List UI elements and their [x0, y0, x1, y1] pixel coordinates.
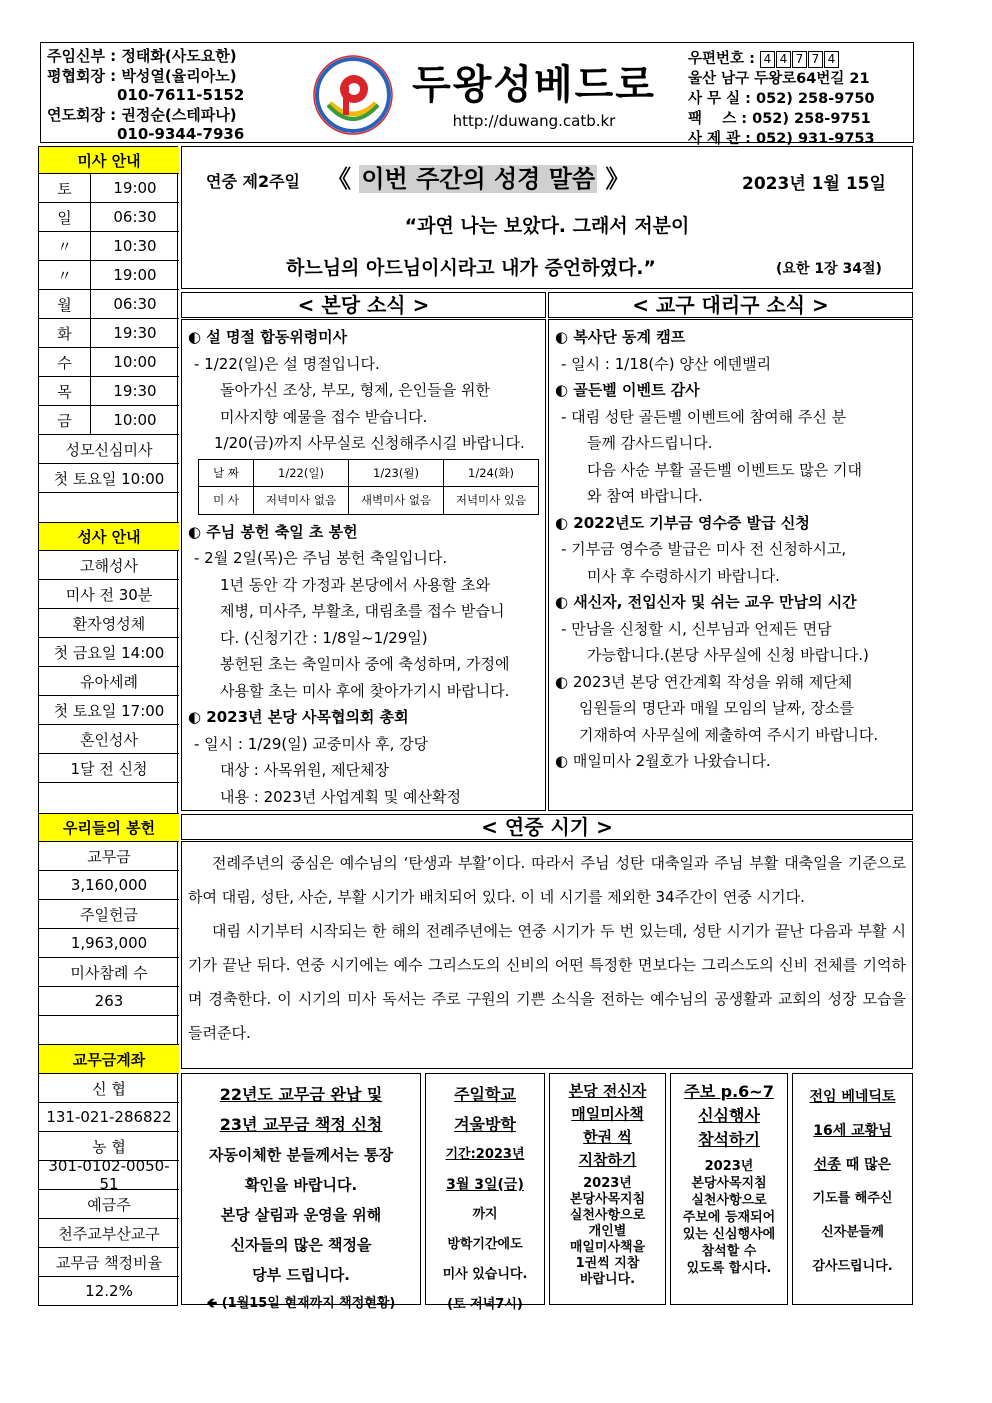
offering-row: 1,963,000 — [39, 929, 179, 958]
parish-news-body: ◐ 설 명절 합동위령미사 - 1/22(일)은 설 명절입니다. 돌아가신 조상, 부모, 형제, 은인들을 위한 미사지향 예물을 접수 받습니다. 1/20(금)까지 사무실로 신청해주시길 바랍니다. 날 짜 1/22(일) 1/23(월) 1/24(화) 미 사 저녁미사 없음 새벽미사 없음 저녁미사 있음 ◐ 주님 봉헌 축일 초 봉헌 - 2월 2일(목)은 주님 봉헌 축일입니다. 1년 동안 각 가정과 본당에서 사용할 초와 제병, 미사주, 부활초, 대림초를 접수 받습니 다. (신청기간 : 1/8일~1/29일) 봉헌된 초는 축일미사 중에 축성하며, 가정에 사용할 초는 미사 후에 찾아가기시 바랍니다. ◐ 2023년 본당 사목협의회 총회 - 일시 : 1/29(일) 교중미사 후, 강당 대상 : 사목위원, 제단체장 내용 : 2023년 사업계획 및 예산확정 — [181, 319, 546, 811]
mass-row: 목 19:30 — [39, 377, 179, 406]
council-phone: 010-7611-5152 — [117, 86, 245, 104]
scripture-quote-line2: 하느님의 아드님이시라고 내가 증언하였다.” — [286, 257, 656, 279]
news-item-title: ◐ 새신자, 전입신자 및 쉬는 교우 만남의 시간 — [555, 593, 857, 611]
rectory-phone: 사 제 관 : 052) 931-9753 — [688, 131, 875, 147]
account-row: 301-0102-0050-51 — [39, 1161, 179, 1190]
sacrament-head: 성사 안내 — [39, 523, 179, 551]
mass-row: 토 19:00 — [39, 174, 179, 203]
fax-number: 팩 스 : 052) 258-9751 — [688, 111, 871, 127]
sacrament-row: 1달 전 신청 — [39, 754, 179, 783]
council-line: 평협회장 : 박성열(율리아노) — [47, 66, 237, 85]
mass-row: 금 10:00 — [39, 406, 179, 435]
marian-mass-label: 성모신심미사 — [39, 435, 179, 464]
sunday-school-notice: 주일학교 겨울방학 기간:2023년 3월 3일(금) 까지 방학기간에도 미사 있습니다. (토 저녁7시) — [425, 1073, 545, 1305]
newsletter-title — [398, 42, 670, 143]
spacer-row — [39, 783, 179, 814]
district-phone: 010-9344-7936 — [117, 125, 245, 143]
account-row: 12.2% — [85, 1282, 133, 1300]
zip-digit: 7 — [792, 51, 807, 68]
tithe-notice: 22년도 교무금 완납 및 23년 교무금 책정 신청 자동이체한 분들께서는 통장 확인을 바랍니다. 본당 살림과 운영을 위해 신자들의 많은 책정을 당부 드립니다. 🡸 (1월15일 현재까지 책정현황) — [181, 1073, 421, 1305]
parish-url[interactable]: http://duwang.catb.kr — [452, 112, 616, 130]
account-row: 신 협 — [39, 1074, 179, 1103]
parish-name: 두왕성베드로 — [412, 62, 656, 108]
devotion-notice: 주보 p.6~7 신심행사 참석하기 2023년 본당사목지침 실천사항으로 주보에 등재되어 있는 신심행사에 참석할 수 있도록 합시다. — [670, 1073, 788, 1305]
mass-row: 〃 19:00 — [39, 261, 179, 290]
scripture-title: 《 이번 주간의 성경 말씀 》 — [327, 165, 630, 193]
pope-notice: 전임 베네딕토 16세 교황님 선종 때 많은 기도를 해주신 신자분들께 감사드립니다. — [792, 1073, 913, 1305]
mass-row: 월 06:30 — [39, 290, 179, 319]
diocese-news-body: ◐ 복사단 동계 캠프 - 일시 : 1/18(수) 양산 에덴밸리 ◐ 골든벨 이벤트 감사 - 대림 성탄 골든벨 이벤트에 참여해 주신 분 들께 감사드립니다. 다음 사순 부활 골든벨 이벤트도 많은 기대 와 참여 바랍니다. ◐ 2022년도 기부금 영수증 발급 신청 - 기부금 영수증 발급은 미사 전 신청하시고, 미사 후 수령하시기 바랍니다. ◐ 새신자, 전입신자 및 쉬는 교우 만남의 시간 - 만남을 신청할 시, 신부님과 언제든 면담 가능합니다.(본당 사무실에 신청 바랍니다.) ◐ 2023년 본당 연간계획 작성을 위해 제단체 임원들의 명단과 매월 모임의 날짜, 장소를 기재하여 사무실에 제출하여 주시기 바랍니다. ◐ 매일미사 2월호가 나왔습니다. — [548, 319, 913, 811]
diocese-news-head: < 교구 대리구 소식 > — [548, 292, 913, 318]
zip-digit: 4 — [760, 51, 775, 68]
sacrament-row: 혼인성사 — [39, 725, 179, 754]
sacrament-row: 고해성사 — [39, 551, 179, 580]
weekly-scripture — [181, 146, 913, 289]
account-row: 천주교부산교구 — [39, 1219, 179, 1248]
sacrament-row: 미사 전 30분 — [39, 580, 179, 609]
news-item-title: ◐ 복사단 동계 캠프 — [555, 328, 686, 346]
news-item-title: ◐ 2022년도 기부금 영수증 발급 신청 — [555, 513, 810, 532]
season-head: < 연중 시기 > — [181, 814, 913, 840]
district-line: 연도회장 : 권정순(스테파나) — [47, 105, 237, 124]
holiday-mass-table: 날 짜 1/22(일) 1/23(월) 1/24(화) 미 사 저녁미사 없음 새벽미사 없음 저녁미사 있음 — [198, 459, 539, 515]
parish-logo-icon — [308, 43, 398, 144]
offering-head: 우리들의 봉헌 — [39, 814, 179, 842]
news-item-title: ◐ 설 명절 합동위령미사 — [188, 328, 348, 346]
news-item-title: ◐ 주님 봉헌 축일 초 봉헌 — [188, 522, 358, 541]
zip-line: 우편번호 : 4 4 7 7 4 — [688, 49, 913, 69]
season-paragraph: 전례주년의 중심은 예수님의 ‘탄생과 부활’이다. 따라서 주님 성탄 대축일과 주님 부활 대축일을 기준으로 하여 대림, 성탄, 사순, 부활 시기가 배치되어 있다. 이 네 시기를 제외한 34주간이 연중 시기다. — [188, 854, 906, 906]
account-row: 농 협 — [39, 1132, 179, 1161]
address: 울산 남구 두왕로64번길 21 — [688, 71, 870, 87]
mass-row: 일 06:30 — [39, 203, 179, 232]
account-row: 교무금 책정비율 — [39, 1248, 179, 1277]
info-sidebar — [38, 146, 178, 1306]
news-item-title: ◐ 골든벨 이벤트 감사 — [555, 381, 700, 399]
offering-row: 미사참례 수 — [39, 958, 179, 987]
mass-row: 수 10:00 — [39, 348, 179, 377]
office-phone: 사 무 실 : 052) 258-9750 — [688, 91, 875, 107]
sacrament-row: 유아세례 — [39, 667, 179, 696]
season-body — [181, 841, 913, 1069]
bulletin-date: 2023년 1월 15일 — [742, 174, 886, 194]
offering-row: 263 — [39, 987, 179, 1016]
news-item-title: ◐ 2023년 본당 사목협의회 총회 — [188, 708, 409, 726]
zip-digit: 7 — [808, 51, 823, 68]
parish-news-head: < 본당 소식 > — [181, 292, 546, 318]
offering-row: 주일헌금 — [39, 900, 179, 929]
mass-row: 화 19:30 — [39, 319, 179, 348]
account-row: 131-021-286822 — [39, 1103, 179, 1132]
account-head: 교무금계좌 — [39, 1045, 179, 1074]
season-paragraph: 대림 시기부터 시작되는 한 해의 전례주년에는 연중 시기가 두 번 있는데, 성탄 시기가 끝난 다음과 부활 시기가 끝난 뒤다. 연중 시기에는 예수 그리스도의 신비의 어떤 특정한 면보다는 그리스도의 신비 전체를 기억하며 경축한다. 이 시기의 미사 독서는 주로 구원의 기쁜 소식을 전하는 예수님의 공생활과 교회의 성장 모습을 들려준다. — [188, 922, 906, 1042]
offering-row: 3,160,000 — [39, 871, 179, 900]
header-contacts — [40, 42, 308, 143]
sacrament-row: 환자영성체 — [39, 609, 179, 638]
sacrament-row: 첫 토요일 17:00 — [39, 696, 179, 725]
spacer-row — [39, 493, 179, 523]
liturgical-week: 연중 제2주일 — [206, 172, 300, 191]
sacrament-row: 첫 금요일 14:00 — [39, 638, 179, 667]
daily-missal-notice: 본당 전신자 매일미사책 한권 씩 지참하기 2023년 본당사목지침 실천사항으로 개인별 매일미사책을 1권씩 지참 바랍니다. — [549, 1073, 666, 1305]
scripture-quote-line1: “과연 나는 보았다. 그래서 저분이 — [404, 215, 690, 237]
marian-mass-time: 첫 토요일 10:00 — [39, 464, 179, 493]
mass-schedule-head: 미사 안내 — [39, 147, 179, 174]
header-address — [670, 42, 914, 147]
scripture-reference: (요한 1장 34절) — [776, 261, 882, 277]
pastor-line: 주임신부 : 정태화(사도요한) — [47, 47, 237, 65]
account-row: 예금주 — [39, 1190, 179, 1219]
zip-digit: 4 — [776, 51, 791, 68]
mass-row: 〃 10:30 — [39, 232, 179, 261]
zip-digit: 4 — [824, 51, 839, 68]
offering-row: 교무금 — [39, 842, 179, 871]
parish-logo — [308, 42, 398, 143]
spacer-row — [39, 1016, 179, 1045]
